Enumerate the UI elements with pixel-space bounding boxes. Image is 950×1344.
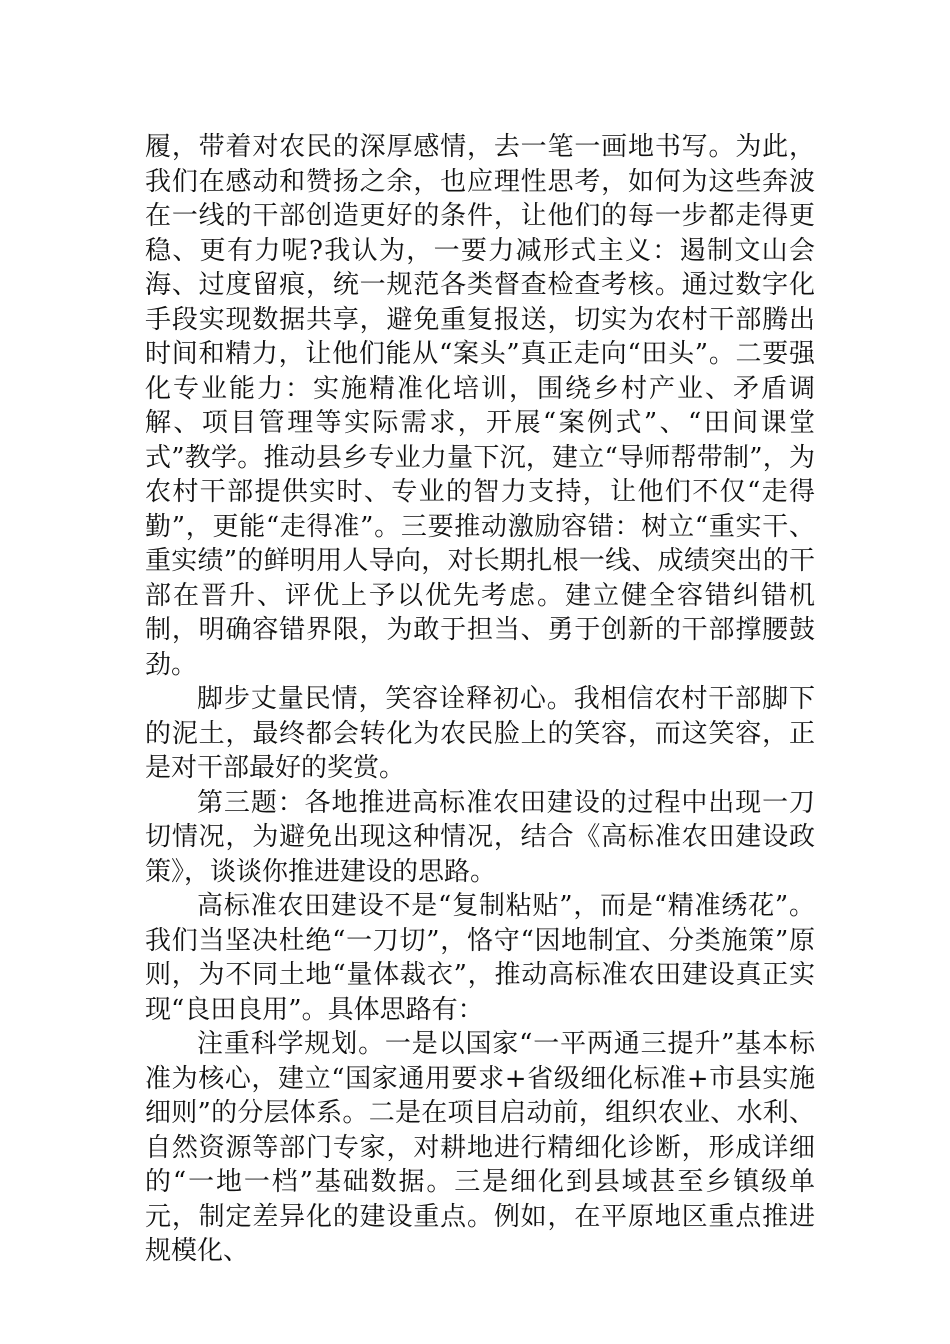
- paragraph-scientific-planning: 注重科学规划。一是以国家“一平两通三提升”基本标准为核心，建立“国家通用要求+省级细化标准+市县实施细则”的分层体系。二是在项目启动前，组织农业、水利、自然资源等部门专家，对耕地进行精细化诊断，形成详细的“一地一档”基础数据。三是细化到县域甚至乡镇级单元，制定差异化的建设重点。例如，在平原地区重点推进规模化、: [145, 1029, 815, 1266]
- question-three-heading: 第三题：各地推进高标准农田建设的过程中出现一刀切情况，为避免出现这种情况，结合《高标准农田建设政策》，谈谈你推进建设的思路。: [145, 787, 815, 887]
- paragraph-answer-intro: 高标准农田建设不是“复制粘贴”，而是“精准绣花”。我们当坚决杜绝“一刀切”，恪守“因地制宜、分类施策”原则，为不同土地“量体裁衣”，推动高标准农田建设真正实现“良田良用”。具体思路有：: [145, 891, 815, 1025]
- paragraph-conclusion: 脚步丈量民情，笑容诠释初心。我相信农村干部脚下的泥土，最终都会转化为农民脸上的笑容，而这笑容，正是对干部最好的奖赏。: [145, 684, 815, 783]
- document-body: [145, 130, 815, 1269]
- paragraph-continuation: 履，带着对农民的深厚感情，去一笔一画地书写。为此，我们在感动和赞扬之余，也应理性思考，如何为这些奔波在一线的干部创造更好的条件，让他们的每一步都走得更稳、更有力呢?我认为，一要力减形式主义：遏制文山会海、过度留痕，统一规范各类督查检查考核。通过数字化手段实现数据共享，避免重复报送，切实为农村干部腾出时间和精力，让他们能从“案头”真正走向“田头”。二要强化专业能力：实施精准化培训，围绕乡村产业、矛盾调解、项目管理等实际需求，开展“案例式”、“田间课堂式”教学。推动县乡专业力量下沉，建立“导师帮带制”，为农村干部提供实时、专业的智力支持，让他们不仅“走得勤”，更能“走得准”。三要推动激励容错：树立“重实干、重实绩”的鲜明用人导向，对长期扎根一线、成绩突出的干部在晋升、评优上予以优先考虑。建立健全容错纠错机制，明确容错界限，为敢于担当、勇于创新的干部撑腰鼓劲。: [145, 132, 815, 680]
